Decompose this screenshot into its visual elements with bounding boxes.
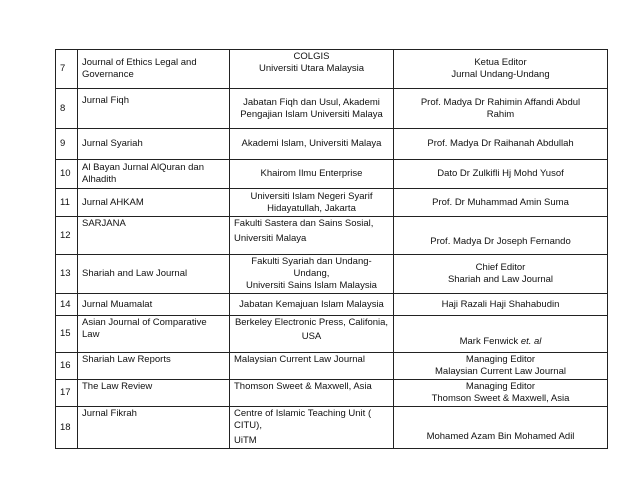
publisher-line: Jabatan Kemajuan Islam Malaysia (239, 298, 384, 310)
editor-suffix: et. al (520, 336, 542, 347)
row-number: 13 (56, 255, 78, 294)
publisher-line: USA (301, 331, 322, 342)
journal-name: Journal of Ethics Legal and Governance (78, 50, 230, 89)
table-row (56, 316, 608, 353)
journal-name: Jurnal Fikrah (78, 407, 230, 449)
editor-line: Prof. Madya Dr Joseph Fernando (430, 236, 571, 247)
row-number: 12 (56, 217, 78, 255)
publisher-line: Jabatan Fiqh dan Usul, Akademi (243, 96, 380, 108)
editor (394, 89, 608, 129)
row-number: 14 (56, 294, 78, 316)
publisher (230, 255, 394, 294)
table-row (56, 50, 608, 89)
editor (394, 255, 608, 294)
publisher (230, 407, 394, 449)
editor (394, 380, 608, 407)
publisher-line: Pengajian Islam Universiti Malaya (240, 108, 383, 120)
editor-name: Mark Fenwick (459, 336, 519, 347)
journal-name: SARJANA (78, 217, 230, 255)
editor-line: Jurnal Undang-Undang (451, 69, 550, 80)
editor-line: Dato Dr Zulkifli Hj Mohd Yusof (437, 168, 564, 179)
row-number: 7 (56, 50, 78, 89)
publisher-line: Universiti Islam Negeri Syarif (250, 190, 373, 202)
editor-line: Malaysian Current Law Journal (435, 366, 566, 377)
editor-line: Rahim (486, 108, 515, 120)
row-number: 18 (56, 407, 78, 449)
journal-name: Shariah Law Reports (78, 353, 230, 380)
publisher-line: COLGIS (293, 51, 330, 62)
editor-line: Ketua Editor (474, 57, 527, 68)
editor (394, 160, 608, 189)
publisher-line: Thomson Sweet & Maxwell, Asia (234, 381, 372, 392)
journal-name: Jurnal Muamalat (78, 294, 230, 316)
row-number: 11 (56, 189, 78, 217)
editor (394, 189, 608, 217)
table-row (56, 294, 608, 316)
editor-line: Mohamed Azam Bin Mohamed Adil (426, 431, 575, 442)
row-number: 15 (56, 316, 78, 353)
publisher-line: Universiti Malaya (234, 233, 307, 244)
publisher (230, 189, 394, 217)
table-row (56, 407, 608, 449)
journal-name: Jurnal AHKAM (78, 189, 230, 217)
publisher-line: Akademi Islam, Universiti Malaya (241, 138, 382, 149)
publisher (230, 353, 394, 380)
publisher (230, 316, 394, 353)
publisher-line: Fakulti Syariah dan Undang-Undang, (251, 256, 372, 279)
publisher-line: Centre of Islamic Teaching Unit ( CITU), (234, 408, 372, 431)
publisher-line: Universiti Utara Malaysia (258, 63, 365, 74)
table-row (56, 89, 608, 129)
table-row (56, 129, 608, 160)
editor-line: Prof. Madya Dr Raihanah Abdullah (427, 138, 574, 149)
journal-name: Al Bayan Jurnal AlQuran dan Alhadith (78, 160, 230, 189)
editor-line: Prof. Madya Dr Rahimin Affandi Abdul (420, 96, 581, 108)
table-row (56, 380, 608, 407)
publisher-line: Fakulti Sastera dan Sains Sosial, (234, 218, 374, 229)
editor-line: Chief Editor (475, 262, 526, 273)
editor-line: Thomson Sweet & Maxwell, Asia (431, 393, 570, 404)
editor (394, 217, 608, 255)
table-row (56, 160, 608, 189)
editor-line: Managing Editor (465, 381, 536, 392)
publisher-line: Hidayatullah, Jakarta (267, 202, 356, 214)
editor (394, 316, 608, 353)
editor-line: Prof. Dr Muhammad Amin Suma (432, 196, 569, 208)
editor (394, 129, 608, 160)
table-row (56, 255, 608, 294)
publisher-line: Malaysian Current Law Journal (234, 354, 365, 365)
publisher (230, 294, 394, 316)
editor (394, 407, 608, 449)
editor (394, 353, 608, 380)
journal-name: The Law Review (78, 380, 230, 407)
journal-name: Jurnal Fiqh (78, 89, 230, 129)
publisher (230, 160, 394, 189)
table-row (56, 217, 608, 255)
publisher-line: Berkeley Electronic Press, Califonia, (234, 317, 389, 328)
editor (394, 50, 608, 89)
row-number: 10 (56, 160, 78, 189)
row-number: 9 (56, 129, 78, 160)
editor-line: Haji Razali Haji Shahabudin (441, 298, 560, 310)
publisher (230, 217, 394, 255)
publisher (230, 89, 394, 129)
row-number: 17 (56, 380, 78, 407)
editor-line: Managing Editor (465, 354, 536, 365)
journal-name: Jurnal Syariah (78, 129, 230, 160)
publisher-line: Khairom Ilmu Enterprise (260, 168, 363, 179)
editor-line: Shariah and Law Journal (447, 274, 554, 285)
table-row (56, 189, 608, 217)
publisher-line: UiTM (234, 435, 257, 446)
publisher (230, 380, 394, 407)
journal-name: Shariah and Law Journal (78, 255, 230, 294)
publisher (230, 129, 394, 160)
editor (394, 294, 608, 316)
row-number: 8 (56, 89, 78, 129)
journal-table (55, 49, 608, 449)
journal-name: Asian Journal of Comparative Law (78, 316, 230, 353)
publisher-line: Universiti Sains Islam Malaysia (246, 280, 377, 291)
table-row (56, 353, 608, 380)
row-number: 16 (56, 353, 78, 380)
publisher (230, 50, 394, 89)
